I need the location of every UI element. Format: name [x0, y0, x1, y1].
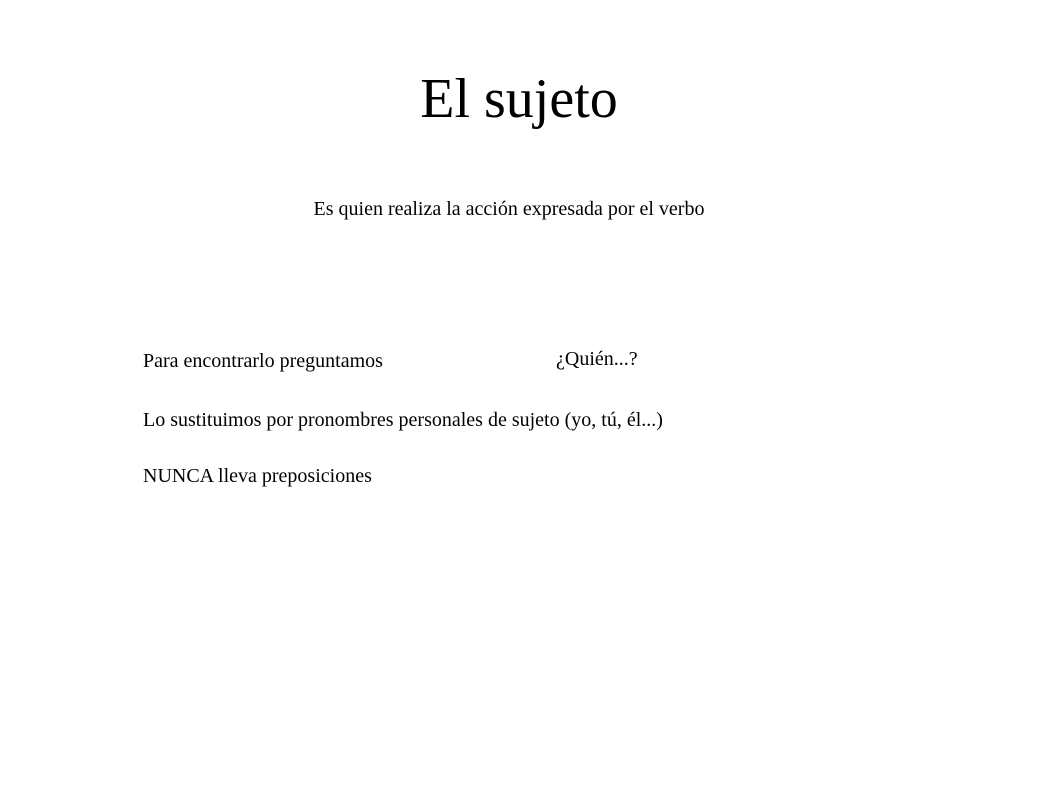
substitution-text: Lo sustituimos por pronombres personales de sujeto (yo, tú, él...) — [143, 409, 663, 431]
find-instruction-text: Para encontrarlo preguntamos — [143, 350, 383, 372]
question-text: ¿Quién...? — [556, 348, 638, 370]
slide-title: El sujeto — [420, 68, 618, 130]
definition-text: Es quien realiza la acción expresada por el verbo — [313, 198, 705, 220]
no-prepositions-text: NUNCA lleva preposiciones — [143, 465, 372, 487]
